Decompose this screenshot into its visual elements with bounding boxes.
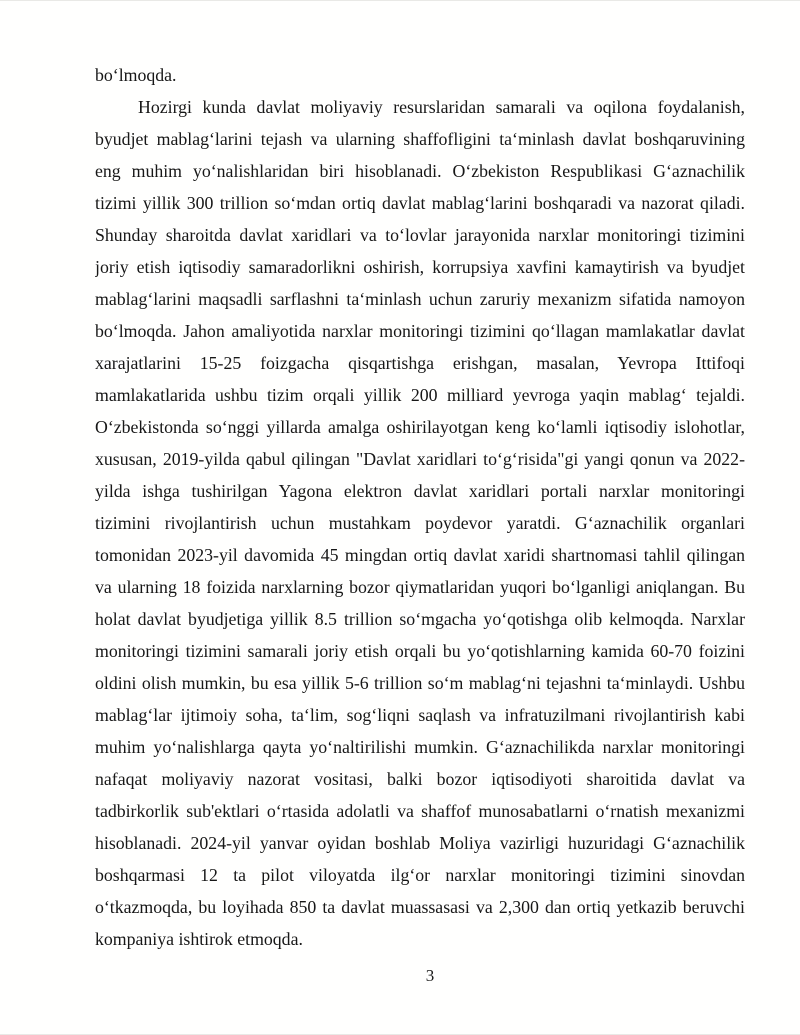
text-line: boshqarmasi 12 ta pilot viloyatda ilg‘or narxlar monitoringi tizimini sinovdan	[95, 865, 745, 885]
text-line: tadbirkorlik sub'ektlari o‘rtasida adolatli va shaffof munosabatlarni o‘rnatish mexanizmi	[95, 801, 745, 821]
text-line: o‘tkazmoqda, bu loyihada 850 ta davlat muassasasi va 2,300 dan ortiq yetkazib beruvchi	[95, 897, 745, 917]
page-number: 3	[425, 966, 435, 985]
text-line: Shunday sharoitda davlat xaridlari va to‘lovlar jarayonida narxlar monitoringi tizimini	[95, 225, 745, 245]
text-line: xususan, 2019-yilda qabul qilingan "Davlat xaridlari to‘g‘risida"gi yangi qonun va 2022-	[95, 449, 745, 469]
text-line: bo‘lmoqda.	[95, 65, 177, 85]
text-line: holat davlat byudjetiga yillik 8.5 trillion so‘mgacha yo‘qotishga olib kelmoqda. Narxlar	[95, 609, 745, 629]
text-line: joriy etish iqtisodiy samaradorlikni oshirish, korrupsiya xavfini kamaytirish va byudjet	[95, 257, 745, 277]
text-line: byudjet mablag‘larini tejash va ularning shaffofligini ta‘minlash davlat boshqaruvining	[95, 129, 745, 149]
text-line: mablag‘larini maqsadli sarflashni ta‘minlash uchun zaruriy mexanizm sifatida namoyon	[95, 289, 745, 309]
text-line: tizimi yillik 300 trillion so‘mdan ortiq davlat mablag‘larini boshqaradi va nazorat qiladi.	[95, 193, 745, 213]
text-line: oldini olish mumkin, bu esa yillik 5-6 trillion so‘m mablag‘ni tejashni ta‘minlaydi. Ushbu	[95, 673, 745, 693]
text-line: mamlakatlarida ushbu tizim orqali yillik 200 milliard yevroga yaqin mablag‘ tejaldi.	[95, 385, 745, 405]
text-line: kompaniya ishtirok etmoqda.	[95, 929, 303, 949]
text-line: Hozirgi kunda davlat moliyaviy resurslaridan samarali va oqilona foydalanish,	[138, 97, 745, 117]
text-line: muhim yo‘nalishlarga qayta yo‘naltirilishi mumkin. G‘aznachilikda narxlar monitoringi	[95, 737, 745, 757]
text-line: bo‘lmoqda. Jahon amaliyotida narxlar monitoringi tizimini qo‘llagan mamlakatlar davlat	[95, 321, 745, 341]
text-line: mablag‘lar ijtimoiy soha, ta‘lim, sog‘liqni saqlash va infratuzilmani rivojlantirish kabi	[95, 705, 745, 725]
text-line: hisoblanadi. 2024-yil yanvar oyidan boshlab Moliya vazirligi huzuridagi G‘aznachilik	[95, 833, 745, 853]
text-line: yilda ishga tushirilgan Yagona elektron davlat xaridlari portali narxlar monitoringi	[95, 481, 745, 501]
text-line: va ularning 18 foizida narxlarning bozor qiymatlaridan yuqori bo‘lganligi aniqlangan. Bu	[95, 577, 745, 597]
document-text-block	[95, 59, 745, 955]
text-line: eng muhim yo‘nalishlaridan biri hisoblanadi. O‘zbekiston Respublikasi G‘aznachilik	[95, 161, 745, 181]
text-line: xarajatlarini 15-25 foizgacha qisqartishga erishgan, masalan, Yevropa Ittifoqi	[95, 353, 745, 373]
text-line: monitoringi tizimini samarali joriy etish orqali bu yo‘qotishlarning kamida 60-70 foizini	[95, 641, 745, 661]
text-line: tomonidan 2023-yil davomida 45 mingdan ortiq davlat xaridi shartnomasi tahlil qilingan	[95, 545, 745, 565]
text-line: tizimini rivojlantirish uchun mustahkam poydevor yaratdi. G‘aznachilik organlari	[95, 513, 745, 533]
text-line: O‘zbekistonda so‘nggi yillarda amalga oshirilayotgan keng ko‘lamli iqtisodiy islohotlar,	[95, 417, 745, 437]
text-line: nafaqat moliyaviy nazorat vositasi, balki bozor iqtisodiyoti sharoitida davlat va	[95, 769, 745, 789]
